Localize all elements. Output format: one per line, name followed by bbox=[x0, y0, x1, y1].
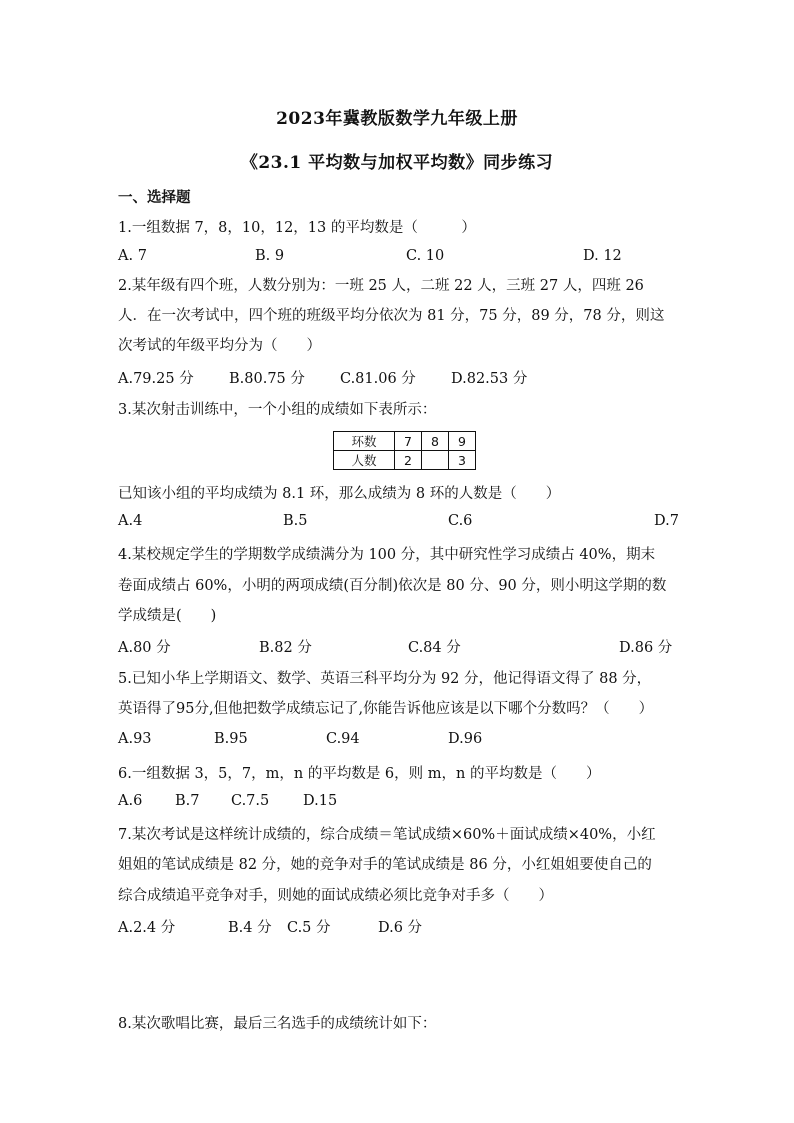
q6-option-c: C.7.5 bbox=[231, 793, 270, 809]
q7-option-a: A.2.4 分 bbox=[118, 920, 176, 936]
q4-option-b: B.82 分 bbox=[259, 640, 312, 656]
q6-option-a: A.6 bbox=[118, 793, 143, 809]
question-7-line-1: 7.某次考试是这样统计成绩的，综合成绩＝笔试成绩×60%＋面试成绩×40%，小红 bbox=[118, 827, 656, 843]
question-6-stem: 6.一组数据 3，5，7，m，n 的平均数是 6，则 m，n 的平均数是（ ） bbox=[118, 766, 601, 782]
table-cell: 人数 bbox=[334, 451, 395, 470]
question-2-line-3: 次考试的年级平均分为（ ） bbox=[118, 338, 321, 354]
table-row bbox=[334, 432, 476, 451]
q5-option-b: B.95 bbox=[214, 731, 248, 747]
question-7-line-3: 综合成绩追平竞争对手，则她的面试成绩必须比竞争对手多（ ） bbox=[118, 888, 553, 904]
document-subtitle: 《23.1 平均数与加权平均数》同步练习 bbox=[240, 153, 554, 173]
table-cell: 环数 bbox=[334, 432, 395, 451]
q3-option-b: B.5 bbox=[283, 513, 308, 529]
q6-option-b: B.7 bbox=[175, 793, 200, 809]
question-4-line-2: 卷面成绩占 60%，小明的两项成绩(百分制)依次是 80 分、90 分，则小明这学期的数 bbox=[118, 578, 667, 594]
q2-option-d: D.82.53 分 bbox=[451, 371, 528, 387]
q3-option-d: D.7 bbox=[654, 513, 679, 529]
question-7-line-2: 姐姐的笔试成绩是 82 分，她的竞争对手的笔试成绩是 86 分，小红姐姐要使自己的 bbox=[118, 857, 652, 873]
table-cell: 7 bbox=[395, 432, 422, 451]
question-2-line-2: 人．在一次考试中，四个班的班级平均分依次为 81 分，75 分，89 分，78 分，则这 bbox=[118, 308, 665, 324]
table-cell bbox=[422, 451, 449, 470]
q7-option-b: B.4 分 bbox=[228, 920, 272, 936]
q1-option-b: B. 9 bbox=[255, 248, 285, 264]
q1-option-d: D. 12 bbox=[583, 248, 622, 264]
q5-option-d: D.96 bbox=[448, 731, 483, 747]
question-5-line-1: 5.已知小华上学期语文、数学、英语三科平均分为 92 分，他记得语文得了 88 分， bbox=[118, 671, 652, 687]
table-cell: 9 bbox=[449, 432, 476, 451]
question-4-line-1: 4.某校规定学生的学期数学成绩满分为 100 分，其中研究性学习成绩占 40%，期末 bbox=[118, 547, 656, 563]
question-2-line-1: 2.某年级有四个班，人数分别为：一班 25 人，二班 22 人，三班 27 人，四班 26 bbox=[118, 278, 644, 294]
q4-option-d: D.86 分 bbox=[619, 640, 673, 656]
section-heading: 一、选择题 bbox=[118, 189, 191, 206]
question-1-stem: 1.一组数据 7，8，10，12，13 的平均数是（ ） bbox=[118, 220, 476, 236]
table-row bbox=[334, 451, 476, 470]
table-cell: 3 bbox=[449, 451, 476, 470]
table-cell: 2 bbox=[395, 451, 422, 470]
q6-option-d: D.15 bbox=[303, 793, 338, 809]
question-8-stem: 8.某次歌唱比赛，最后三名选手的成绩统计如下： bbox=[118, 1016, 437, 1032]
q7-option-c: C.5 分 bbox=[287, 920, 331, 936]
question-3-followup: 已知该小组的平均成绩为 8.1 环，那么成绩为 8 环的人数是（ ） bbox=[118, 486, 561, 502]
question-3-stem: 3.某次射击训练中，一个小组的成绩如下表所示： bbox=[118, 402, 437, 418]
q5-option-a: A.93 bbox=[118, 731, 152, 747]
shooting-score-table bbox=[333, 431, 476, 470]
table-cell: 8 bbox=[422, 432, 449, 451]
question-5-line-2: 英语得了95分,但他把数学成绩忘记了,你能告诉他应该是以下哪个分数吗？（ ） bbox=[118, 701, 654, 717]
q3-option-a: A.4 bbox=[118, 513, 143, 529]
q5-option-c: C.94 bbox=[326, 731, 360, 747]
q1-option-a: A. 7 bbox=[118, 248, 147, 264]
q4-option-a: A.80 分 bbox=[118, 640, 171, 656]
q2-option-c: C.81.06 分 bbox=[340, 371, 416, 387]
q3-option-c: C.6 bbox=[448, 513, 473, 529]
q2-option-a: A.79.25 分 bbox=[118, 371, 194, 387]
q2-option-b: B.80.75 分 bbox=[229, 371, 305, 387]
question-4-line-3: 学成绩是( ) bbox=[118, 608, 217, 624]
q1-option-c: C. 10 bbox=[406, 248, 445, 264]
document-title: 2023年冀教版数学九年级上册 bbox=[276, 109, 518, 129]
q4-option-c: C.84 分 bbox=[408, 640, 461, 656]
q7-option-d: D.6 分 bbox=[378, 920, 423, 936]
